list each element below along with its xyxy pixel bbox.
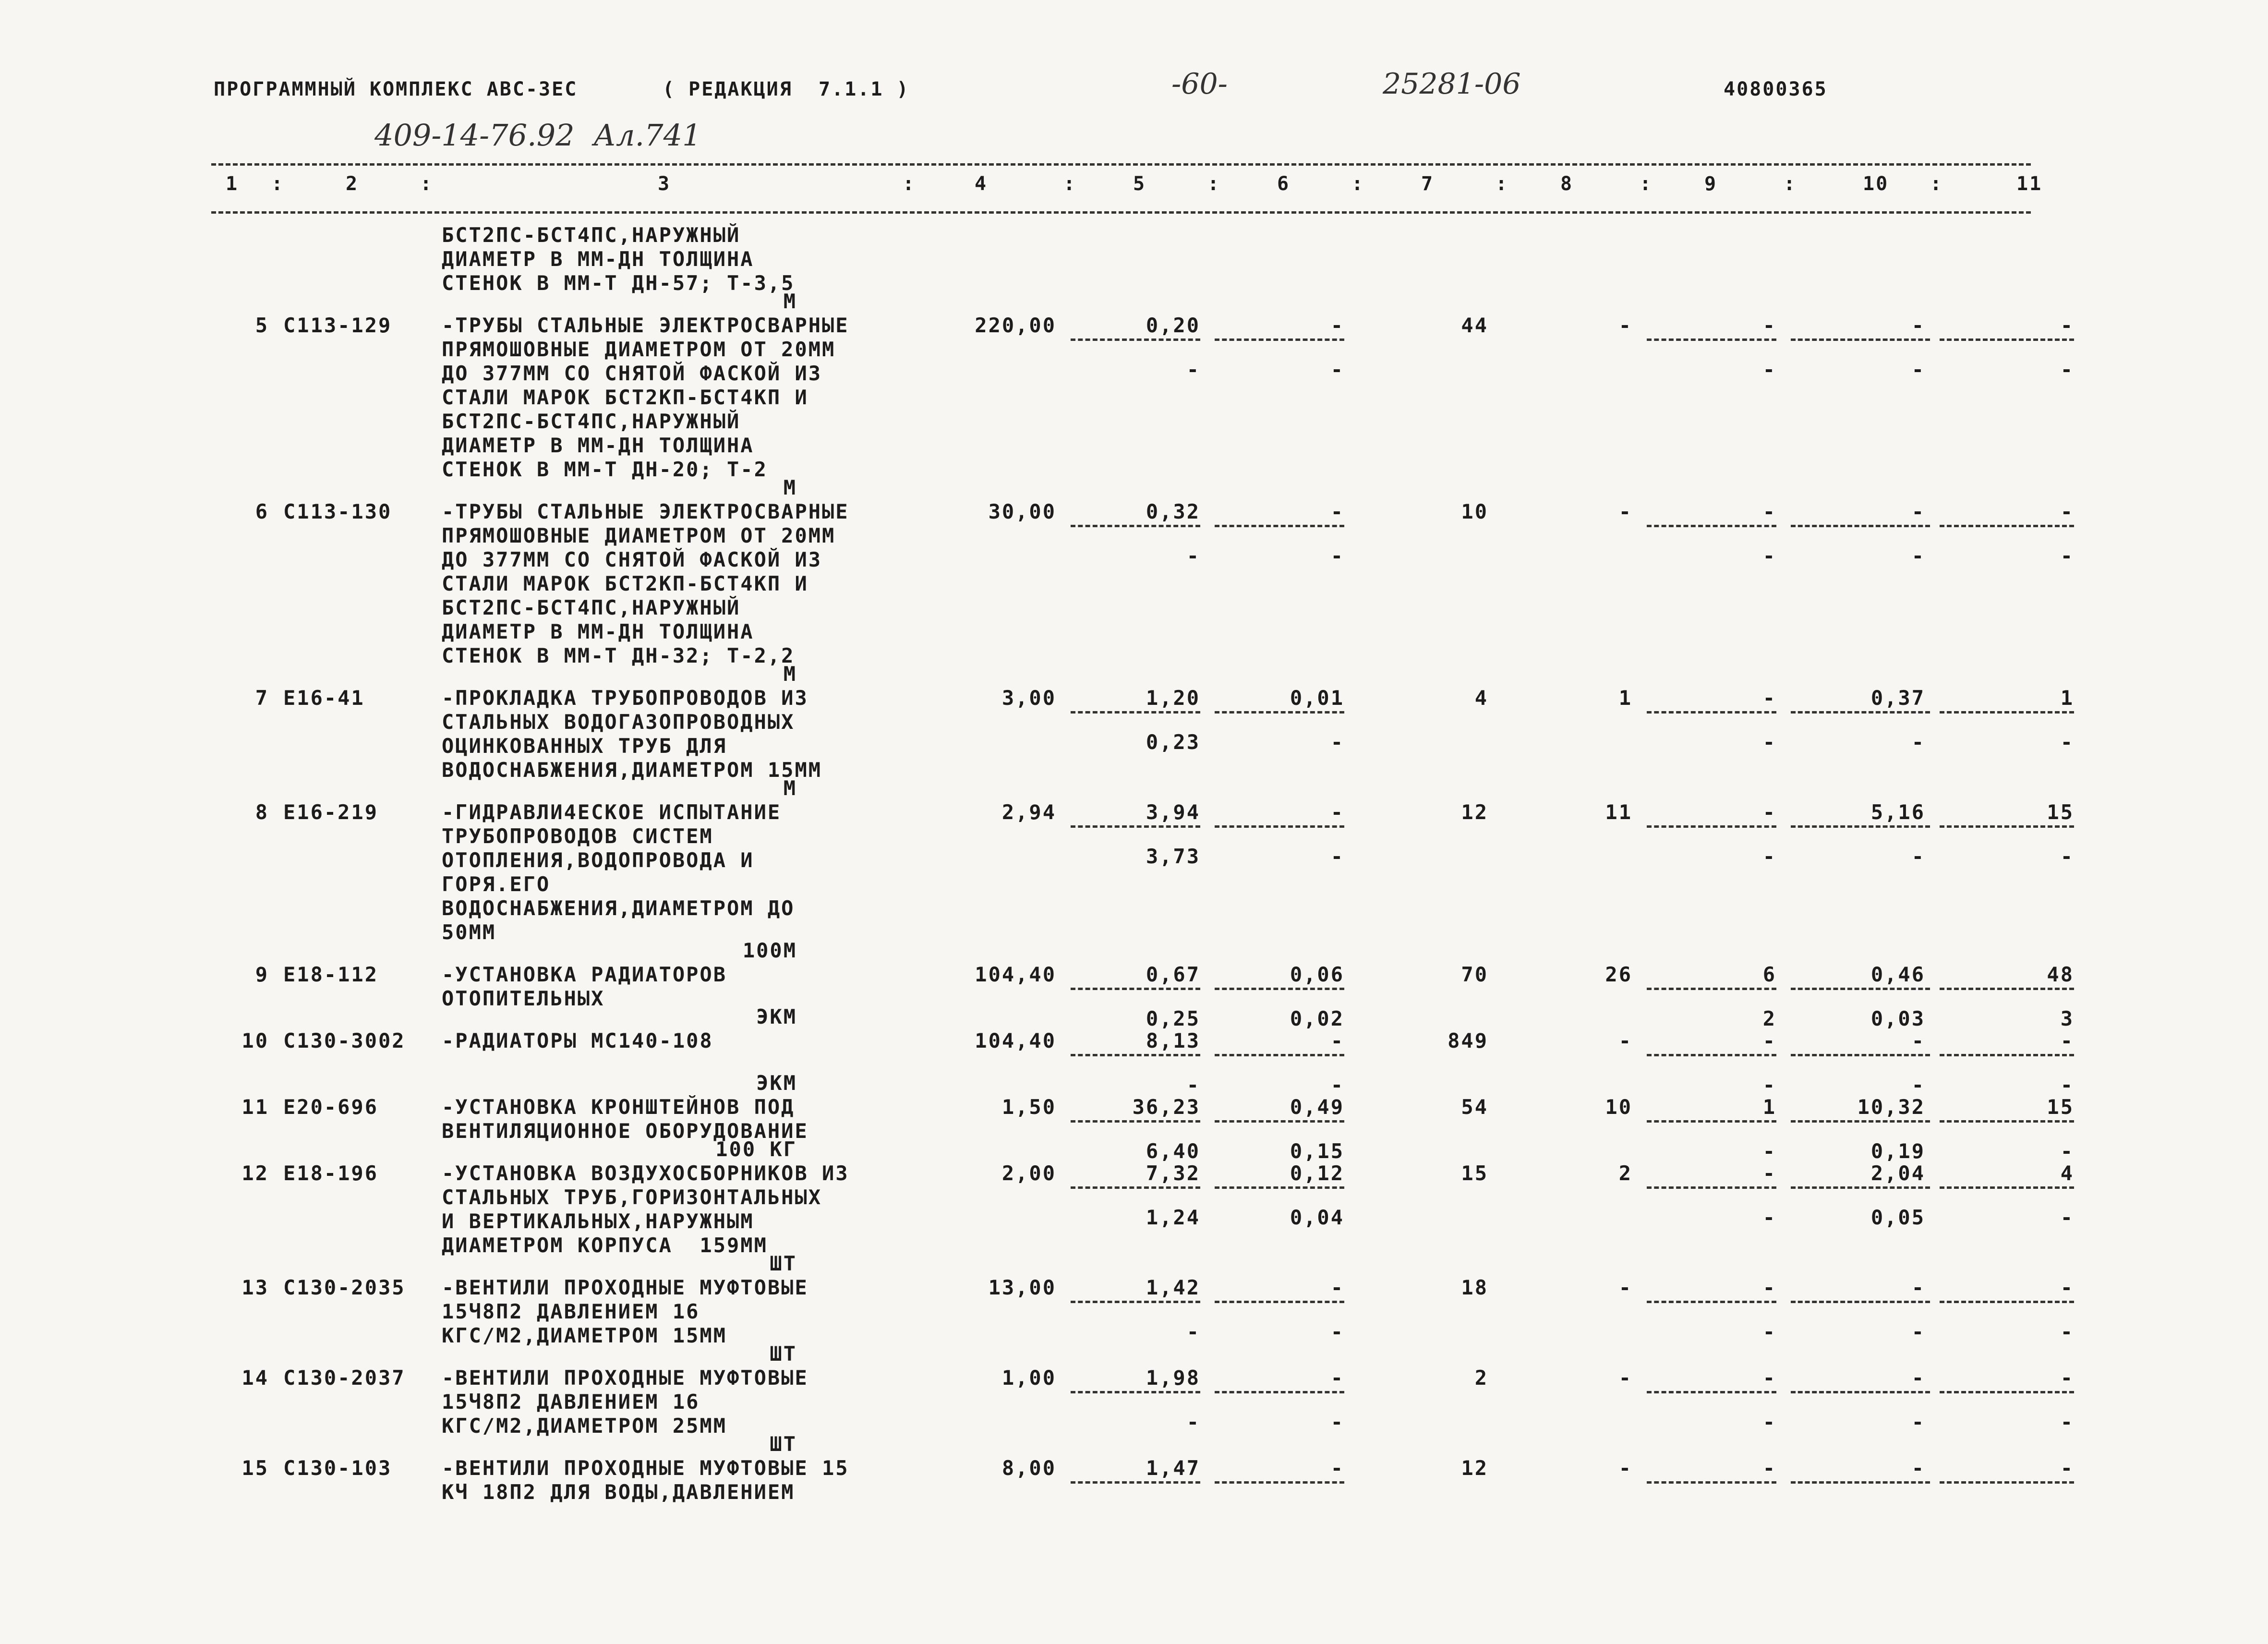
- column-header-9: 9: [1704, 173, 1718, 195]
- cell-c7: 54: [1461, 1095, 1488, 1119]
- unit-label: ЭКМ: [756, 1005, 797, 1028]
- cell-c5a: 0,32: [1146, 500, 1200, 523]
- header-bottom-rule: [211, 211, 2031, 214]
- cell-c9a: 1: [1762, 1095, 1776, 1119]
- cell-c6b: -: [1330, 845, 1344, 868]
- row-number: 5: [255, 314, 269, 337]
- cell-c11a: 15: [2047, 1095, 2074, 1119]
- cell-c11a: 4: [2060, 1161, 2074, 1185]
- cell-c11b: -: [2060, 1139, 2074, 1163]
- cell-c7: 15: [1461, 1161, 1488, 1185]
- cell-divider-line: [1791, 1301, 1930, 1303]
- column-separator: :: [420, 173, 434, 195]
- column-separator: :: [903, 173, 916, 195]
- cell-divider-line: [1647, 338, 1776, 341]
- cell-divider-line: [1215, 1391, 1344, 1393]
- cell-c5a: 0,67: [1146, 963, 1200, 986]
- cell-divider-line: [1647, 988, 1776, 990]
- column-header-8: 8: [1560, 173, 1574, 195]
- cell-c7: 4: [1474, 686, 1488, 710]
- cell-c11a: 1: [2060, 686, 2074, 710]
- cell-divider-line: [1647, 1120, 1776, 1123]
- column-header-6: 6: [1277, 173, 1291, 195]
- cell-c4: 1,50: [1001, 1095, 1056, 1119]
- cell-divider-line: [1791, 525, 1930, 527]
- cell-divider-line: [1940, 711, 2074, 713]
- column-separator: :: [1930, 173, 1943, 195]
- cell-c10a: -: [1911, 1276, 1925, 1299]
- cell-c6a: -: [1330, 500, 1344, 523]
- cell-c5a: 1,98: [1146, 1366, 1200, 1390]
- cell-c11b: -: [2060, 730, 2074, 754]
- unit-label: ЭКМ: [756, 1071, 797, 1095]
- cell-divider-line: [1940, 1391, 2074, 1393]
- cell-c11b: -: [2060, 1320, 2074, 1343]
- cell-c8: 1: [1618, 686, 1632, 710]
- cell-c5b: 6,40: [1146, 1139, 1200, 1163]
- column-separator: :: [1784, 173, 1797, 195]
- cell-divider-line: [1215, 1481, 1344, 1484]
- description-line: ДИАМЕТР В ММ-ДН ТОЛЩИНА: [442, 247, 754, 271]
- cell-c5a: 1,20: [1146, 686, 1200, 710]
- cell-c9b: -: [1762, 1410, 1776, 1434]
- cell-c11a: 48: [2047, 963, 2074, 986]
- cell-c5b: 3,73: [1146, 845, 1200, 868]
- cell-c9b: -: [1762, 1139, 1776, 1163]
- unit-label: М: [783, 290, 797, 313]
- row-number: 11: [241, 1095, 269, 1119]
- cell-c8: 26: [1605, 963, 1632, 986]
- cell-c7: 44: [1461, 314, 1488, 337]
- cell-c10a: -: [1911, 500, 1925, 523]
- column-separator: :: [1496, 173, 1509, 195]
- column-header-10: 10: [1863, 173, 1889, 195]
- cell-c4: 30,00: [988, 500, 1056, 523]
- column-header-11: 11: [2016, 173, 2043, 195]
- cell-divider-line: [1215, 338, 1344, 341]
- cell-c4: 220,00: [975, 314, 1056, 337]
- resource-code: Е20-696: [283, 1095, 379, 1119]
- cell-c9b: -: [1762, 544, 1776, 568]
- cell-c4: 104,40: [975, 1029, 1056, 1052]
- cell-c5b: 1,24: [1146, 1206, 1200, 1229]
- description-line: -ПРОКЛАДКА ТРУБОПРОВОДОВ ИЗ: [442, 686, 808, 710]
- cell-divider-line: [1940, 988, 2074, 990]
- description-line: ПРЯМОШОВНЫЕ ДИАМЕТРОМ ОТ 20ММ: [442, 338, 836, 361]
- resource-code: Е16-219: [283, 800, 379, 824]
- cell-c5b: -: [1186, 1320, 1200, 1343]
- cell-divider-line: [1791, 1054, 1930, 1056]
- cell-divider-line: [1940, 338, 2074, 341]
- cell-c10b: -: [1911, 1073, 1925, 1097]
- cell-c7: 849: [1448, 1029, 1488, 1052]
- cell-c8: 10: [1605, 1095, 1632, 1119]
- description-line: СТЕНОК В ММ-Т ДН-20; Т-2: [442, 458, 768, 481]
- row-number: 6: [255, 500, 269, 523]
- description-line: ДО 377ММ СО СНЯТОЙ ФАСКОЙ ИЗ: [442, 548, 822, 571]
- cell-divider-line: [1791, 1120, 1930, 1123]
- cell-divider-line: [1215, 1120, 1344, 1123]
- cell-c5a: 3,94: [1146, 800, 1200, 824]
- cell-c6a: -: [1330, 1366, 1344, 1390]
- cell-c10a: 0,46: [1870, 963, 1925, 986]
- column-header-1: 1: [226, 173, 239, 195]
- cell-c6a: 0,49: [1290, 1095, 1344, 1119]
- row-number: 12: [241, 1161, 269, 1185]
- unit-label: М: [783, 662, 797, 686]
- cell-c8: -: [1618, 1029, 1632, 1052]
- cell-divider-line: [1071, 1301, 1200, 1303]
- cell-c11a: -: [2060, 1456, 2074, 1480]
- resource-code: С130-2035: [283, 1276, 406, 1299]
- cell-c4: 8,00: [1001, 1456, 1056, 1480]
- cell-c10b: -: [1911, 730, 1925, 754]
- description-line: СТАЛИ МАРОК БСТ2КП-БСТ4КП И: [442, 572, 808, 595]
- cell-divider-line: [1215, 988, 1344, 990]
- cell-c8: 2: [1618, 1161, 1632, 1185]
- column-header-7: 7: [1421, 173, 1435, 195]
- column-header-5: 5: [1133, 173, 1146, 195]
- cell-divider-line: [1791, 711, 1930, 713]
- cell-divider-line: [1791, 988, 1930, 990]
- cell-c11a: -: [2060, 314, 2074, 337]
- cell-c9b: 2: [1762, 1007, 1776, 1030]
- unit-label: ШТ: [770, 1342, 797, 1366]
- row-number: 10: [241, 1029, 269, 1052]
- program-title: ПРОГРАММНЫЙ КОМПЛЕКС АВС-3ЕС: [214, 78, 578, 100]
- cell-divider-line: [1647, 1186, 1776, 1189]
- cell-c6b: -: [1330, 1320, 1344, 1343]
- description-line: ОТОПИТЕЛЬНЫХ: [442, 987, 605, 1010]
- cell-c9a: -: [1762, 314, 1776, 337]
- cell-c4: 2,94: [1001, 800, 1056, 824]
- header-top-rule: [211, 163, 2031, 166]
- cell-c5a: 1,42: [1146, 1276, 1200, 1299]
- description-line: 50ММ: [442, 920, 496, 944]
- cell-c5a: 1,47: [1146, 1456, 1200, 1480]
- cell-c10a: -: [1911, 1366, 1925, 1390]
- row-number: 15: [241, 1456, 269, 1480]
- description-line: СТЕНОК В ММ-Т ДН-32; Т-2,2: [442, 644, 795, 667]
- cell-c6a: 0,01: [1290, 686, 1344, 710]
- handwritten-reference: 409-14-76.92 Ал.741: [374, 118, 701, 153]
- cell-divider-line: [1791, 1186, 1930, 1189]
- cell-divider-line: [1791, 1481, 1930, 1484]
- cell-c5a: 7,32: [1146, 1161, 1200, 1185]
- row-number: 13: [241, 1276, 269, 1299]
- cell-divider-line: [1071, 525, 1200, 527]
- description-line: КЧ 18П2 ДЛЯ ВОДЫ,ДАВЛЕНИЕМ: [442, 1480, 795, 1504]
- page-number: -60-: [1171, 67, 1228, 101]
- cell-c8: 11: [1605, 800, 1632, 824]
- column-header-3: 3: [658, 173, 671, 195]
- cell-c5b: -: [1186, 358, 1200, 381]
- description-line: БСТ2ПС-БСТ4ПС,НАРУЖНЫЙ: [442, 223, 741, 247]
- cell-c6b: 0,04: [1290, 1206, 1344, 1229]
- cell-c10a: 0,37: [1870, 686, 1925, 710]
- cell-divider-line: [1215, 1301, 1344, 1303]
- cell-c9b: -: [1762, 730, 1776, 754]
- cell-c11a: 15: [2047, 800, 2074, 824]
- cell-c9b: -: [1762, 1320, 1776, 1343]
- cell-c11a: -: [2060, 500, 2074, 523]
- cell-c6a: 0,06: [1290, 963, 1344, 986]
- cell-c11b: -: [2060, 544, 2074, 568]
- description-line: -РАДИАТОРЫ МС140-108: [442, 1029, 713, 1052]
- cell-c10a: -: [1911, 1456, 1925, 1480]
- unit-label: ШТ: [770, 1432, 797, 1456]
- cell-c9a: -: [1762, 1161, 1776, 1185]
- unit-label: 100 КГ: [715, 1137, 797, 1161]
- cell-c9b: -: [1762, 845, 1776, 868]
- cell-c6a: -: [1330, 1029, 1344, 1052]
- cell-c8: -: [1618, 1276, 1632, 1299]
- cell-c11a: -: [2060, 1276, 2074, 1299]
- cell-divider-line: [1071, 988, 1200, 990]
- cell-c10a: 10,32: [1857, 1095, 1925, 1119]
- description-line: -УСТАНОВКА ВОЗДУХОСБОРНИКОВ ИЗ: [442, 1161, 849, 1185]
- row-number: 8: [255, 800, 269, 824]
- cell-c6b: -: [1330, 358, 1344, 381]
- cell-c9a: -: [1762, 800, 1776, 824]
- cell-c5b: 0,23: [1146, 730, 1200, 754]
- cell-divider-line: [1791, 1391, 1930, 1393]
- cell-divider-line: [1071, 338, 1200, 341]
- description-line: КГС/М2,ДИАМЕТРОМ 25ММ: [442, 1414, 727, 1438]
- cell-divider-line: [1215, 711, 1344, 713]
- cell-c9a: -: [1762, 1456, 1776, 1480]
- resource-code: С130-103: [283, 1456, 392, 1480]
- column-header-4: 4: [975, 173, 988, 195]
- resource-code: Е16-41: [283, 686, 365, 710]
- cell-divider-line: [1791, 338, 1930, 341]
- cell-c5b: -: [1186, 1073, 1200, 1097]
- description-line: ВОДОСНАБЖЕНИЯ,ДИАМЕТРОМ 15ММ: [442, 758, 822, 782]
- cell-divider-line: [1215, 1054, 1344, 1056]
- cell-c9a: -: [1762, 686, 1776, 710]
- description-line: ГОРЯ.ЕГО: [442, 872, 551, 896]
- cell-c6b: -: [1330, 730, 1344, 754]
- cell-divider-line: [1071, 825, 1200, 828]
- column-separator: :: [271, 173, 285, 195]
- cell-c10b: -: [1911, 1320, 1925, 1343]
- unit-label: ШТ: [770, 1252, 797, 1275]
- cell-c7: 12: [1461, 800, 1488, 824]
- description-line: -УСТАНОВКА КРОНШТЕЙНОВ ПОД: [442, 1095, 795, 1119]
- cell-divider-line: [1071, 1054, 1200, 1056]
- resource-code: С130-2037: [283, 1366, 406, 1390]
- description-line: -ВЕНТИЛИ ПРОХОДНЫЕ МУФТОВЫЕ: [442, 1276, 808, 1299]
- description-line: ВОДОСНАБЖЕНИЯ,ДИАМЕТРОМ ДО: [442, 896, 795, 920]
- cell-c9a: -: [1762, 500, 1776, 523]
- description-line: ДО 377ММ СО СНЯТОЙ ФАСКОЙ ИЗ: [442, 362, 822, 385]
- cell-divider-line: [1215, 1186, 1344, 1189]
- cell-c8: -: [1618, 1456, 1632, 1480]
- cell-c6a: -: [1330, 800, 1344, 824]
- description-line: БСТ2ПС-БСТ4ПС,НАРУЖНЫЙ: [442, 410, 741, 433]
- cell-c7: 70: [1461, 963, 1488, 986]
- cell-divider-line: [1647, 1391, 1776, 1393]
- cell-c11a: -: [2060, 1029, 2074, 1052]
- cell-divider-line: [1940, 1186, 2074, 1189]
- description-line: ДИАМЕТР В ММ-ДН ТОЛЩИНА: [442, 620, 754, 643]
- resource-code: С113-130: [283, 500, 392, 523]
- description-line: ПРЯМОШОВНЫЕ ДИАМЕТРОМ ОТ 20ММ: [442, 524, 836, 547]
- description-line: ДИАМЕТРОМ КОРПУСА 159ММ: [442, 1233, 768, 1257]
- cell-divider-line: [1071, 1391, 1200, 1393]
- unit-label: М: [783, 476, 797, 499]
- description-line: -ГИДРАВЛИ4ЕСКОЕ ИСПЫТАНИЕ: [442, 800, 782, 824]
- description-line: 15Ч8П2 ДАВЛЕНИЕМ 16: [442, 1300, 700, 1323]
- cell-c4: 2,00: [1001, 1161, 1056, 1185]
- cell-c9b: -: [1762, 1073, 1776, 1097]
- cell-c5a: 8,13: [1146, 1029, 1200, 1052]
- unit-label: М: [783, 776, 797, 800]
- cell-c4: 3,00: [1001, 686, 1056, 710]
- cell-divider-line: [1071, 1481, 1200, 1484]
- cell-c10b: 0,03: [1870, 1007, 1925, 1030]
- cell-c6a: -: [1330, 1276, 1344, 1299]
- cell-c9b: -: [1762, 358, 1776, 381]
- description-line: -ТРУБЫ СТАЛЬНЫЕ ЭЛЕКТРОСВАРНЫЕ: [442, 500, 849, 523]
- code-right: 40800365: [1724, 78, 1828, 100]
- description-line: ТРУБОПРОВОДОВ СИСТЕМ: [442, 824, 713, 848]
- column-separator: :: [1640, 173, 1653, 195]
- cell-divider-line: [1647, 825, 1776, 828]
- cell-c5b: -: [1186, 1410, 1200, 1434]
- description-line: ОТОПЛЕНИЯ,ВОДОПРОВОДА И: [442, 848, 754, 872]
- cell-c8: -: [1618, 314, 1632, 337]
- cell-divider-line: [1940, 1481, 2074, 1484]
- cell-c6a: -: [1330, 314, 1344, 337]
- column-header-2: 2: [346, 173, 359, 195]
- cell-c6b: -: [1330, 1073, 1344, 1097]
- cell-divider-line: [1071, 1186, 1200, 1189]
- unit-label: 100М: [742, 939, 797, 962]
- cell-c4: 13,00: [988, 1276, 1056, 1299]
- cell-c10b: 0,05: [1870, 1206, 1925, 1229]
- description-line: -ВЕНТИЛИ ПРОХОДНЫЕ МУФТОВЫЕ: [442, 1366, 808, 1390]
- cell-divider-line: [1647, 711, 1776, 713]
- cell-divider-line: [1647, 1301, 1776, 1303]
- cell-c8: -: [1618, 500, 1632, 523]
- cell-c5a: 36,23: [1132, 1095, 1200, 1119]
- row-number: 7: [255, 686, 269, 710]
- cell-c5b: -: [1186, 544, 1200, 568]
- cell-c6b: -: [1330, 1410, 1344, 1434]
- column-separator: :: [1063, 173, 1077, 195]
- cell-divider-line: [1647, 1481, 1776, 1484]
- cell-c9a: 6: [1762, 963, 1776, 986]
- cell-divider-line: [1071, 711, 1200, 713]
- cell-c10a: -: [1911, 314, 1925, 337]
- row-number: 9: [255, 963, 269, 986]
- cell-c6a: -: [1330, 1456, 1344, 1480]
- cell-c6a: 0,12: [1290, 1161, 1344, 1185]
- cell-divider-line: [1647, 525, 1776, 527]
- cell-c10b: -: [1911, 358, 1925, 381]
- resource-code: С113-129: [283, 314, 392, 337]
- cell-c7: 18: [1461, 1276, 1488, 1299]
- cell-divider-line: [1791, 825, 1930, 828]
- cell-c11b: -: [2060, 845, 2074, 868]
- cell-c6b: -: [1330, 544, 1344, 568]
- cell-c10a: 2,04: [1870, 1161, 1925, 1185]
- cell-c9a: -: [1762, 1366, 1776, 1390]
- cell-c11b: -: [2060, 358, 2074, 381]
- description-line: ОЦИНКОВАННЫХ ТРУБ ДЛЯ: [442, 734, 727, 758]
- description-line: 15Ч8П2 ДАВЛЕНИЕМ 16: [442, 1390, 700, 1414]
- cell-divider-line: [1940, 1120, 2074, 1123]
- description-line: КГС/М2,ДИАМЕТРОМ 15ММ: [442, 1324, 727, 1347]
- description-line: СТАЛИ МАРОК БСТ2КП-БСТ4КП И: [442, 386, 808, 409]
- cell-c10a: -: [1911, 1029, 1925, 1052]
- cell-c10b: -: [1911, 544, 1925, 568]
- cell-c11b: -: [2060, 1073, 2074, 1097]
- description-line: СТАЛЬНЫХ ВОДОГАЗОПРОВОДНЫХ: [442, 710, 795, 734]
- cell-divider-line: [1071, 1120, 1200, 1123]
- cell-c4: 1,00: [1001, 1366, 1056, 1390]
- cell-c10b: -: [1911, 845, 1925, 868]
- cell-c11b: -: [2060, 1206, 2074, 1229]
- cell-c9a: -: [1762, 1276, 1776, 1299]
- cell-c8: -: [1618, 1366, 1632, 1390]
- description-line: ДИАМЕТР В ММ-ДН ТОЛЩИНА: [442, 434, 754, 457]
- cell-c9b: -: [1762, 1206, 1776, 1229]
- cell-divider-line: [1940, 1054, 2074, 1056]
- resource-code: С130-3002: [283, 1029, 406, 1052]
- cell-c10b: 0,19: [1870, 1139, 1925, 1163]
- resource-code: Е18-196: [283, 1161, 379, 1185]
- cell-c6b: 0,15: [1290, 1139, 1344, 1163]
- description-line: СТЕНОК В ММ-Т ДН-57; Т-3,5: [442, 271, 795, 295]
- cell-c10a: 5,16: [1870, 800, 1925, 824]
- row-number: 14: [241, 1366, 269, 1390]
- description-line: ВЕНТИЛЯЦИОННОЕ ОБОРУДОВАНИЕ: [442, 1119, 808, 1143]
- cell-divider-line: [1215, 525, 1344, 527]
- cell-c10b: -: [1911, 1410, 1925, 1434]
- description-line: -УСТАНОВКА РАДИАТОРОВ: [442, 963, 727, 986]
- cell-divider-line: [1215, 825, 1344, 828]
- cell-divider-line: [1647, 1054, 1776, 1056]
- cell-c11a: -: [2060, 1366, 2074, 1390]
- cell-divider-line: [1940, 1301, 2074, 1303]
- column-separator: :: [1207, 173, 1221, 195]
- document-code: 25281-06: [1383, 67, 1521, 101]
- description-line: И ВЕРТИКАЛЬНЫХ,НАРУЖНЫМ: [442, 1209, 754, 1233]
- cell-c11b: -: [2060, 1410, 2074, 1434]
- cell-divider-line: [1940, 525, 2074, 527]
- cell-c7: 12: [1461, 1456, 1488, 1480]
- cell-c4: 104,40: [975, 963, 1056, 986]
- description-line: -ВЕНТИЛИ ПРОХОДНЫЕ МУФТОВЫЕ 15: [442, 1456, 849, 1480]
- description-line: СТАЛЬНЫХ ТРУБ,ГОРИЗОНТАЛЬНЫХ: [442, 1185, 822, 1209]
- resource-code: Е18-112: [283, 963, 379, 986]
- cell-divider-line: [1940, 825, 2074, 828]
- cell-c5b: 0,25: [1146, 1007, 1200, 1030]
- cell-c7: 10: [1461, 500, 1488, 523]
- description-line: БСТ2ПС-БСТ4ПС,НАРУЖНЫЙ: [442, 596, 741, 619]
- edition-label: ( РЕДАКЦИЯ 7.1.1 ): [663, 78, 910, 100]
- cell-c6b: 0,02: [1290, 1007, 1344, 1030]
- column-separator: :: [1351, 173, 1365, 195]
- description-line: -ТРУБЫ СТАЛЬНЫЕ ЭЛЕКТРОСВАРНЫЕ: [442, 314, 849, 337]
- cell-c5a: 0,20: [1146, 314, 1200, 337]
- cell-c7: 2: [1474, 1366, 1488, 1390]
- cell-c11b: 3: [2060, 1007, 2074, 1030]
- cell-c9a: -: [1762, 1029, 1776, 1052]
